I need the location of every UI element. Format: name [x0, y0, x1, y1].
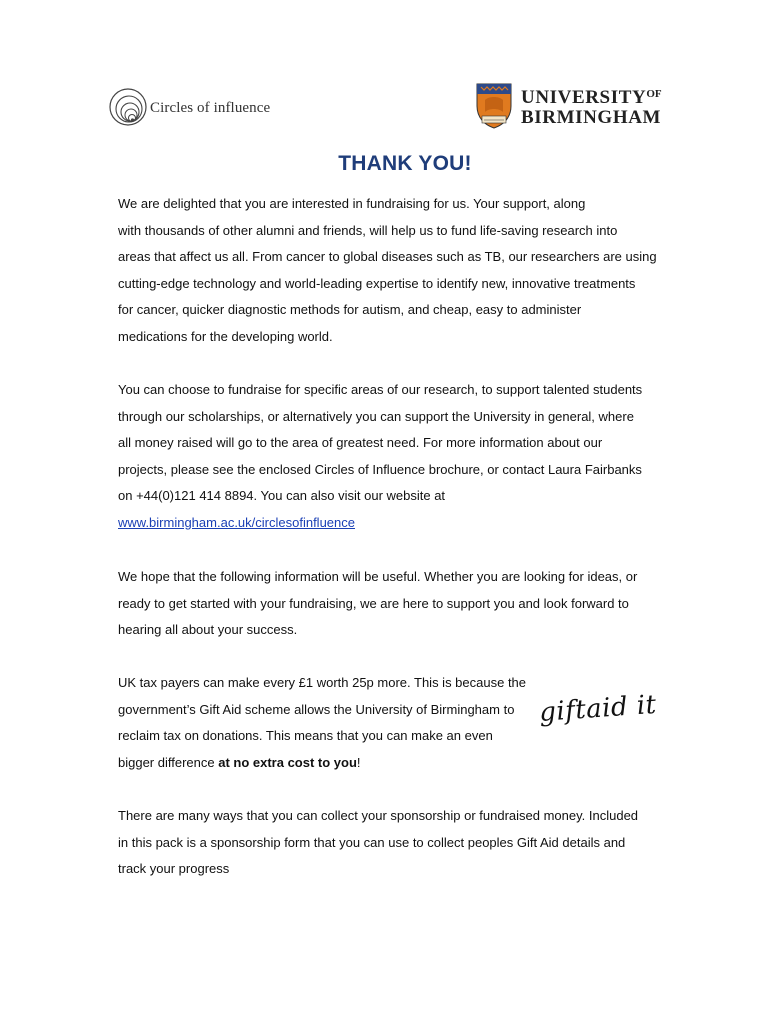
website-link[interactable]: www.birmingham.ac.uk/circlesofinfluence — [118, 514, 355, 530]
paragraph-line: We hope that the following information will be useful. Whether you are looking for ideas, or — [118, 569, 638, 584]
crest-icon — [475, 82, 513, 130]
paragraph-line: hearing all about your success. — [118, 622, 298, 638]
giftaid-logo: giftaid it — [538, 689, 658, 728]
paragraph-line: projects, please see the enclosed Circles of Influence brochure, or contact Laura Fairbanks — [118, 461, 642, 477]
paragraph-line — [118, 750, 538, 777]
paragraph-line: for cancer, quicker diagnostic methods for autism, and cheap, easy to administer — [118, 302, 582, 318]
no-extra-cost-emphasis: at no extra cost to you — [218, 754, 357, 770]
uob-university-text: UNIVERSITY — [521, 87, 647, 108]
paragraph-line: UK tax payers can make every £1 worth 25p more. This is because the — [118, 675, 527, 690]
concentric-circles-icon — [106, 85, 148, 131]
paragraph-line: in this pack is a sponsorship form that you can use to collect peoples Gift Aid details and — [118, 834, 626, 850]
paragraph-fundraise-areas — [118, 377, 678, 537]
paragraph-gift-aid — [118, 670, 538, 776]
gift-aid-prefix: bigger difference — [118, 754, 219, 770]
paragraph-line: on +44(0)121 414 8894. You can also visit our website at — [118, 488, 446, 504]
paragraph-line: reclaim tax on donations. This means that you can make an even — [118, 728, 493, 744]
uob-birmingham-text: BIRMINGHAM — [521, 107, 662, 128]
paragraph-intro — [118, 191, 678, 351]
university-wordmark — [521, 84, 662, 128]
paragraph-line: through our scholarships, or alternatively you can support the University in general, where — [118, 408, 634, 424]
paragraph-line: ready to get started with your fundraising, we are here to support you and look forward to — [118, 595, 629, 611]
gift-aid-suffix: ! — [356, 754, 361, 770]
paragraph-line: cutting-edge technology and world-leading expertise to identify new, innovative treatments — [118, 275, 636, 291]
paragraph-line: with thousands of other alumni and friends, will help us to fund life-saving research into — [118, 222, 618, 238]
paragraph-line: track your progress — [118, 861, 230, 877]
paragraph-line: There are many ways that you can collect your sponsorship or fundraised money. Included — [118, 808, 639, 823]
paragraph-line: all money raised will go to the area of greatest need. For more information about our — [118, 435, 603, 451]
page-title: THANK YOU! — [338, 152, 472, 175]
paragraph-information — [118, 564, 678, 644]
university-of-birmingham-logo — [475, 80, 675, 132]
paragraph-line: areas that affect us all. From cancer to global diseases such as TB, our researchers are using — [118, 249, 657, 265]
circles-of-influence-logo — [106, 84, 296, 132]
paragraph-collect-money — [118, 803, 678, 883]
paragraph-line: government’s Gift Aid scheme allows the University of Birmingham to — [118, 701, 515, 717]
paragraph-line: We are delighted that you are interested in fundraising for us. Your support, along — [118, 196, 586, 211]
circles-logo-text: Circles of influence — [150, 99, 271, 116]
paragraph-line: medications for the developing world. — [118, 328, 333, 344]
uob-of-text: OF — [646, 88, 662, 100]
paragraph-line: You can choose to fundraise for specific areas of our research, to support talented students — [118, 382, 643, 397]
